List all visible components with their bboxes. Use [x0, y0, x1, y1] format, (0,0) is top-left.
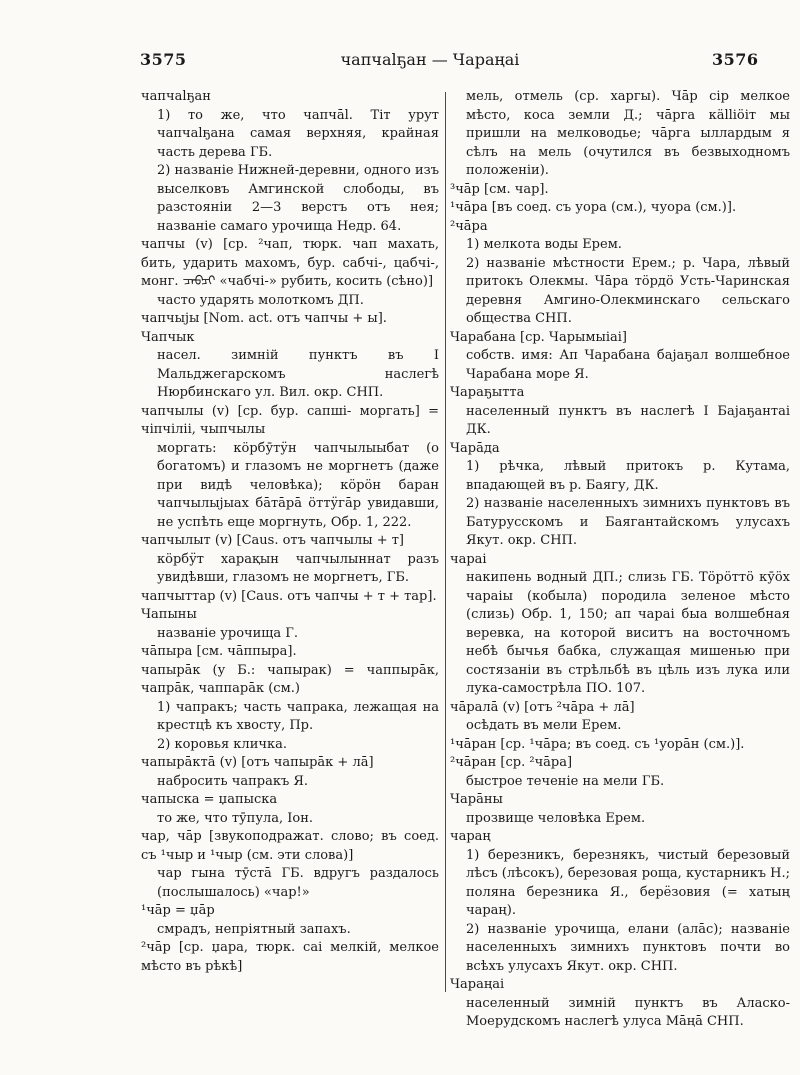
- dictionary-entry: [450, 440, 790, 551]
- entry-headword: чапчы (v) [ср. ²чап, тюрк. чап махать, бить, ударить махомъ, бур. сабчі-, цабчі-, монг. ᠴᠠᠪᠴᠢ «чабчі-» рубить, косить (сѣно)]: [141, 237, 439, 289]
- column-divider: [445, 92, 446, 992]
- entry-definition: 1) мелкота воды Ерем.: [466, 237, 622, 252]
- entry-headword: ²чāр [ср. џара, тюрк. саі мелкій, мелкое мѣсто въ рѣкѣ]: [141, 940, 439, 974]
- dictionary-entry: [450, 976, 790, 1032]
- entry-headword: ²чāран [ср. ²чāра]: [450, 755, 573, 770]
- entry-headword: ²чāра: [450, 218, 488, 234]
- right-column: [450, 88, 790, 1032]
- entry-definition: 2) коровья кличка.: [157, 736, 287, 752]
- dictionary-entry: [450, 181, 790, 200]
- dictionary-entry: [141, 310, 439, 329]
- entry-definition: смрадъ, непріятный запахъ.: [157, 921, 351, 937]
- entry-definition: 1) рѣчка, лѣвый притокъ р. Кутама, впадающей въ р. Баягу, ДК.: [466, 459, 790, 493]
- running-title: чапчаlҕан — Чараңаі: [340, 50, 520, 69]
- dictionary-entry: [450, 199, 790, 218]
- dictionary-entry: [141, 236, 439, 310]
- entry-definition: 2) названіе урочища, елани (алāс); названіе населенныхъ зимнихъ пунктовъ почти во всѣхъ улусахъ Якут. окр. СНП.: [466, 921, 790, 974]
- entry-headword: чапчылы (v) [ср. бур. сапші- моргать] = чіпчіліі, чыпчылы: [141, 403, 439, 437]
- dictionary-entry: [450, 551, 790, 699]
- entry-headword: чапырāк (у Б.: чапырак) = чаппырāк, чапрāк, чаппарāк (см.): [141, 662, 439, 696]
- entry-definition: накипень водный ДП.; слизь ГБ. Тöрöттö кӯöх чараіы (кобыла) породила зеленое мѣсто (слизь) Обр. 1, 150; ап чараі быа волшебная веревка, на которой виситъ на восточномъ небѣ бычья бабка, служащая мишенью при состязаніи въ стрѣльбѣ въ цѣль изъ лука или лука-самострѣла ПО. 107.: [466, 570, 790, 696]
- dictionary-entry: [450, 88, 790, 181]
- entry-headword: чāпыра [см. чāппыра].: [141, 644, 297, 659]
- entry-definition: насел. зимній пунктъ въ I Мальджегарскомъ наслегѣ Нюрбинскаго ул. Вил. окр. СНП.: [157, 348, 439, 400]
- entry-headword: Чапыны: [141, 607, 197, 622]
- dictionary-entry: [141, 403, 439, 533]
- dictionary-entry: [450, 384, 790, 440]
- dictionary-entry: [450, 828, 790, 976]
- dictionary-entry: [141, 88, 439, 236]
- dictionary-entry: [141, 643, 439, 662]
- dictionary-entry: [141, 939, 439, 976]
- entry-headword: чапчаlҕан: [141, 89, 211, 104]
- dictionary-entry: [141, 902, 439, 939]
- entry-definition: набросить чапракъ Я.: [157, 773, 308, 789]
- entry-headword: чар, чāр [звукоподражат. слово; въ соед. съ ¹чыр и ¹чыр (см. эти слова)]: [141, 829, 439, 863]
- dictionary-entry: [141, 532, 439, 588]
- dictionary-entry: [450, 736, 790, 755]
- left-column: [141, 88, 439, 976]
- dictionary-entry: [450, 791, 790, 828]
- entry-definition: мель, отмель (ср. харгы). Чāр сір мелкое мѣсто, коса земли Д.; чāрга кällіöіт мы пришли на мелководье; чāрга ыллардым я сѣлъ на мель (очутился въ безвыходномъ положеніи).: [466, 89, 790, 178]
- dictionary-entry: [141, 662, 439, 755]
- entry-headword: ¹чāра [въ соед. съ уора (см.), чуора (см.)].: [450, 200, 737, 215]
- dictionary-entry: [141, 588, 439, 607]
- entry-headword: чараң: [450, 829, 491, 844]
- entry-headword: Чарāны: [450, 792, 503, 807]
- dictionary-entry: [450, 218, 790, 329]
- entry-definition: 1) чапракъ; часть чапрака, лежащая на крестцѣ къ хвосту, Пр.: [157, 699, 439, 733]
- entry-headword: чараі: [450, 551, 487, 567]
- entry-definition: названіе урочища Г.: [157, 625, 298, 641]
- entry-headword: чапырāктā (v) [отъ чапырāк + лā]: [141, 755, 374, 770]
- entry-headword: Чараңаі: [450, 977, 505, 992]
- entry-headword: чапчыјы [Nom. act. отъ чапчы + ы].: [141, 311, 387, 326]
- entry-headword: Чараҕытта: [450, 385, 525, 400]
- dictionary-entry: [450, 754, 790, 791]
- entry-definition: то же, что тӯпула, Іон.: [157, 810, 313, 826]
- entry-definition: населенный зимній пунктъ въ Аласко-Моерудскомъ наслегѣ улуса Мāңā СНП.: [466, 995, 790, 1029]
- entry-definition: быстрое теченіе на мели ГБ.: [466, 773, 665, 789]
- entry-definition: кöрбӱт харақын чапчылыннат разъ увидѣвши, глазомъ не моргнетъ, ГБ.: [157, 551, 439, 585]
- entry-definition: населенный пунктъ въ наслегѣ I Бајаҕантаі ДК.: [466, 403, 790, 437]
- dictionary-entry: [141, 329, 439, 403]
- entry-headword: ³чāр [см. чар].: [450, 181, 549, 197]
- entry-definition: осѣдать въ мели Ерем.: [466, 718, 622, 733]
- entry-headword: ¹чāр = џāр: [141, 903, 215, 918]
- entry-definition: 1) березникъ, березнякъ, чистый березовый лѣсъ (лѣсокъ), березовая роща, кустарникъ Н.; полянa березника Я., берёзовия (= хатың чараң).: [466, 847, 790, 918]
- entry-headword: чапчыттар (v) [Caus. отъ чапчы + т + тар].: [141, 588, 437, 604]
- page-header: [0, 0, 800, 86]
- entry-definition: 1) то же, что чапчāl. Тіт урут чапчаlҕана самая верхняя, крайная часть дерева ГБ.: [157, 107, 439, 160]
- entry-definition: 2) названіе Нижней-деревни, одного изъ выселковъ Амгинской слободы, въ разстояніи 2—3 верстъ отъ нея; названіе самаго урочища Недр. 64.: [157, 163, 439, 234]
- dictionary-entry: [450, 329, 790, 385]
- entry-headword: Чапчык: [141, 329, 195, 345]
- entry-definition: моргать: кöрбӯтӱн чапчылыыбат (о богатомъ) и глазомъ не моргнетъ (даже при видѣ человѣка); кöрöн баран чапчылыјыах бāтāрā öттӱгāр увидавши, не успѣть еще моргнуть, Обр. 1, 222.: [157, 440, 439, 530]
- entry-headword: чапчылыт (v) [Caus. отъ чапчылы + т]: [141, 533, 404, 548]
- entry-headword: Чарабана [ср. Чарымыіаі]: [450, 329, 627, 345]
- dictionary-entry: [141, 828, 439, 902]
- entry-headword: ¹чāран [ср. ¹чāра; въ соед. съ ¹уорāн (см.)].: [450, 736, 745, 752]
- entry-headword: чāралā (v) [отъ ²чāра + лā]: [450, 699, 635, 715]
- entry-headword: чапыска = џапыска: [141, 792, 278, 807]
- page-number-right: 3576: [712, 50, 759, 69]
- entry-definition: чар гына тӯстā ГБ. вдругъ раздалось (послышалось) «чар!»: [157, 866, 439, 900]
- entry-definition: прозвище человѣка Ерем.: [466, 810, 646, 826]
- dictionary-entry: [450, 699, 790, 736]
- dictionary-entry: [141, 754, 439, 791]
- dictionary-entry: [141, 606, 439, 643]
- entry-headword: Чарāда: [450, 440, 500, 456]
- dictionary-entry: [141, 791, 439, 828]
- entry-definition: 2) названіе населенныхъ зимнихъ пунктовъ въ Батурусскомъ и Баягантайскомъ улусахъ Якут. окр. СНП.: [466, 496, 790, 548]
- entry-definition: часто ударять молоткомъ ДП.: [157, 292, 364, 308]
- entry-definition: собств. имя: Ап Чарабана бајаҕал волшебное Чарабана море Я.: [466, 348, 790, 382]
- entry-definition: 2) названіе мѣстности Ерем.; р. Чара, лѣвый притокъ Олекмы. Чāра тöрдö Усть-Чаринская деревня Амгино-Олекминскаго сельскаго общества СНП.: [466, 255, 790, 326]
- page-number-left: 3575: [140, 50, 187, 69]
